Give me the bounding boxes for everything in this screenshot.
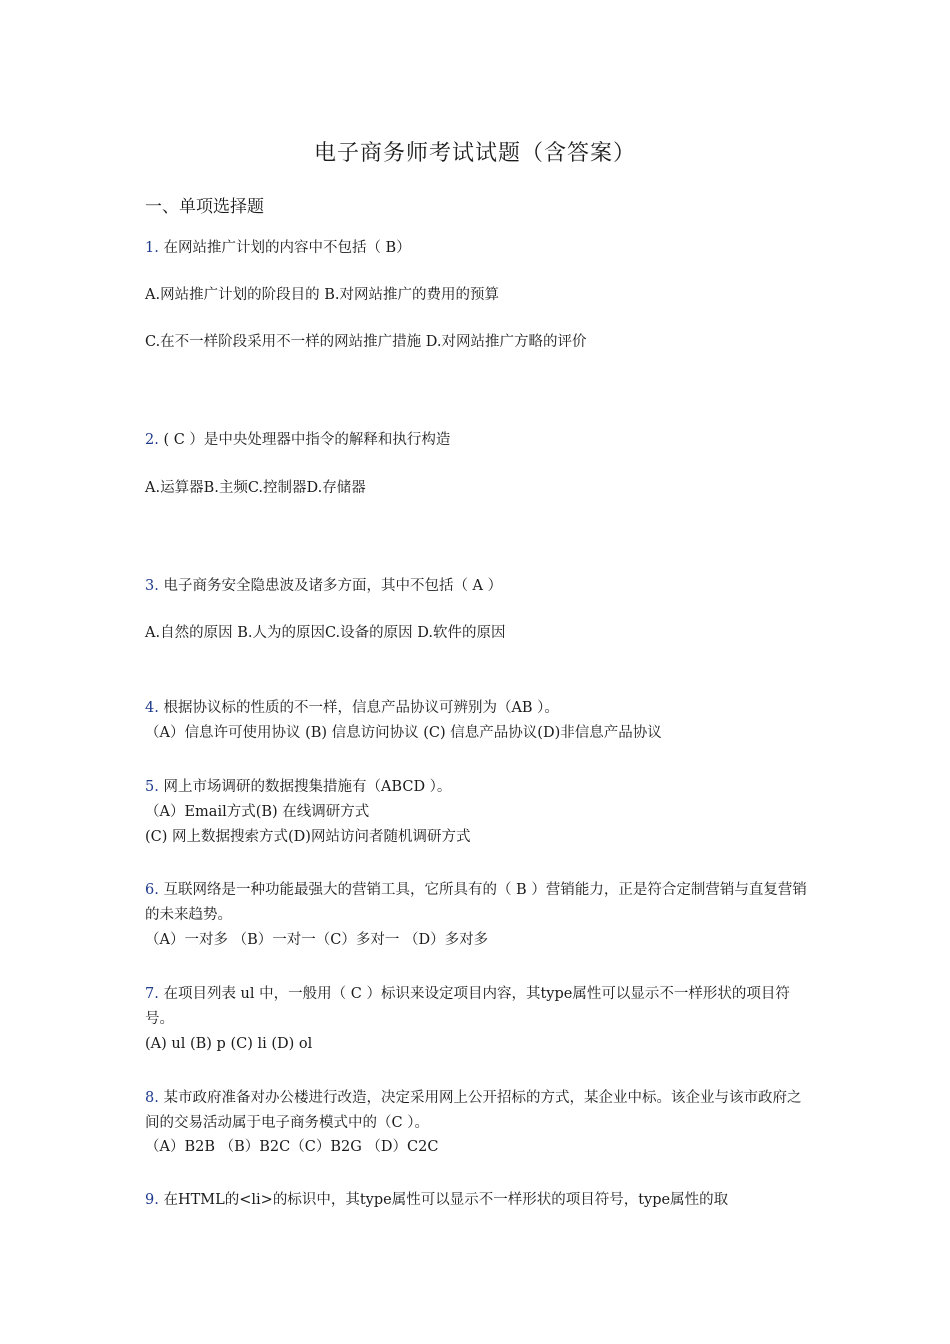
question-number: 8. (145, 1090, 159, 1106)
question-2-options: A.运算器B.主频C.控制器D.存储器 (145, 480, 366, 496)
question-1-options-a-b: A.网站推广计划的阶段目的 B.对网站推广的费用的预算 (145, 287, 499, 303)
document-title: 电子商务师考试试题（含答案） (313, 141, 636, 166)
question-text: 在网站推广计划的内容中不包括（ B） (163, 240, 411, 256)
question-text: 根据协议标的性质的不一样，信息产品协议可辨别为（AB ）。 (163, 700, 559, 716)
question-text: 互联网络是一种功能最强大的营销工具，它所具有的（ B ）营销能力，正是符合定制营销与直复营销的未来趋势。 (145, 882, 807, 923)
question-8-options: （A）B2B （B）B2C（C）B2G （D）C2C (145, 1139, 439, 1155)
question-9 (145, 1190, 810, 1210)
question-1 (145, 238, 810, 258)
question-number: 1. (145, 240, 159, 256)
question-5-options-c-d: (C) 网上数据搜索方式(D)网站访问者随机调研方式 (145, 829, 471, 845)
question-text: 网上市场调研的数据搜集措施有（ABCD ）。 (163, 779, 452, 795)
question-5 (145, 777, 810, 797)
question-number: 2. (145, 432, 159, 448)
question-8 (145, 1086, 810, 1136)
question-text: 在项目列表 ul 中，一般用（ C ）标识来设定项目内容，其type属性可以显示不一样形状的项目符号。 (145, 986, 790, 1027)
question-number: 7. (145, 986, 159, 1002)
question-6 (145, 878, 810, 928)
question-7 (145, 982, 810, 1032)
question-text: 某市政府准备对办公楼进行改造，决定采用网上公开招标的方式，某企业中标。该企业与该市政府之 间的交易活动属于电子商务模式中的（C ）。 (145, 1090, 802, 1131)
question-6-options: （A）一对多 （B）一对一（C）多对一 （D）多对多 (145, 932, 489, 948)
question-number: 9. (145, 1192, 159, 1208)
question-4 (145, 698, 810, 718)
question-number: 6. (145, 882, 159, 898)
question-text: 电子商务安全隐患波及诸多方面，其中不包括（ A ） (163, 578, 503, 594)
question-3-options: A.自然的原因 B.人为的原因C.设备的原因 D.软件的原因 (145, 625, 506, 641)
question-3 (145, 576, 810, 596)
question-4-options: （A）信息许可使用协议 (B) 信息访问协议 (C) 信息产品协议(D)非信息产品协议 (145, 725, 662, 741)
question-number: 4. (145, 700, 159, 716)
question-1-options-c-d: C.在不一样阶段采用不一样的网站推广措施 D.对网站推广方略的评价 (145, 334, 587, 350)
question-5-options-a-b: （A）Email方式(B) 在线调研方式 (145, 804, 370, 820)
question-text: ( C ）是中央处理器中指令的解释和执行构造 (163, 432, 451, 448)
question-number: 5. (145, 779, 159, 795)
question-text: 在HTML的<li>的标识中，其type属性可以显示不一样形状的项目符号，type属性的取 (163, 1192, 729, 1208)
section-heading: 一、单项选择题 (145, 197, 264, 217)
question-number: 3. (145, 578, 159, 594)
question-7-options: (A) ul (B) p (C) li (D) ol (145, 1036, 313, 1052)
question-2 (145, 430, 810, 450)
